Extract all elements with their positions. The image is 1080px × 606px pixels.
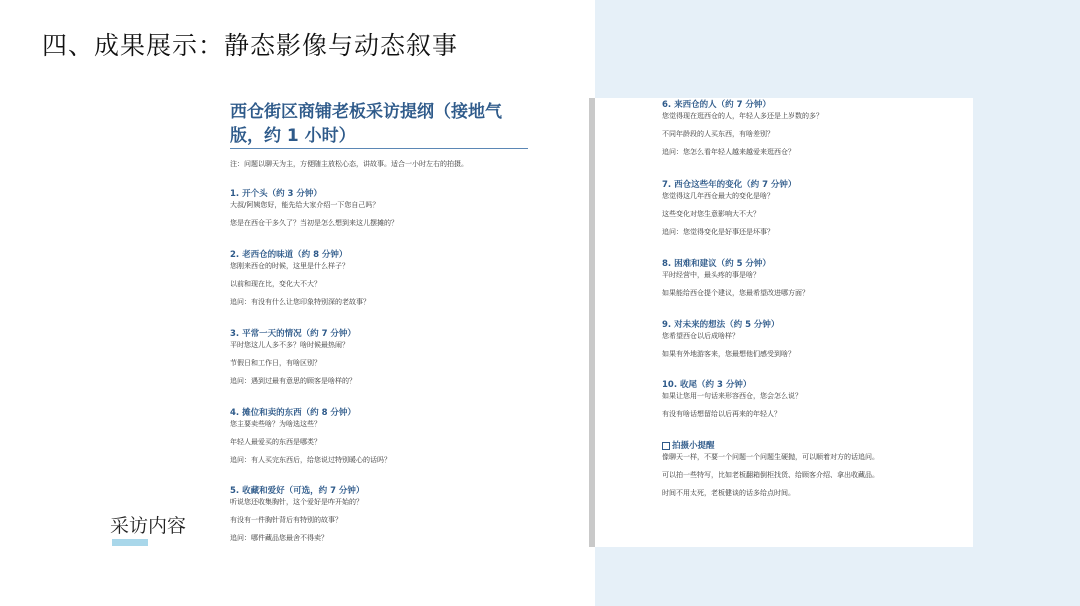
question: 有没有一件胸针背后有特别的故事？ [230,516,342,524]
question: 追问：有没有什么让您印象特别深的老故事？ [230,298,370,306]
question: 如果有外地游客来，您最想他们感受到啥？ [662,350,795,358]
shooting-tips-section [662,440,879,498]
document-page-right [595,98,973,547]
tip: 可以拍一些特写，比如老板翻箱倒柜找货、给顾客介绍、拿出收藏品。 [662,471,879,479]
question: 有没有啥话想留给以后再来的年轻人？ [662,410,781,418]
section-heading: 5. 收藏和爱好（可选，约 7 分钟） [230,486,365,496]
question: 如果让您用一句话来形容西仓，您会怎么说？ [662,392,802,400]
section-heading: 1. 开个头（约 3 分钟） [230,189,322,199]
question: 追问：您怎么看年轻人越来越爱来逛西仓？ [662,148,795,156]
section-1 [230,188,398,228]
caption-underline [112,539,148,546]
question: 您是在西仓干多久了？当初是怎么想到来这儿摆摊的？ [230,219,398,227]
document-note: 注：问题以聊天为主，方便随主放松心态，讲故事。适合一小时左右的拍摄。 [230,160,468,168]
question: 年轻人最爱买的东西是哪类？ [230,438,321,446]
title-divider [230,148,528,149]
section-4 [230,407,391,465]
section-heading: 6. 来西仓的人（约 7 分钟） [662,100,771,110]
tip: 像聊天一样，不要一个问题一个问题生硬抛，可以顺着对方的话追问。 [662,453,879,461]
caption-label: 采访内容 [110,515,187,537]
section-10 [662,379,802,419]
question: 追问：遇到过最有意思的顾客是啥样的？ [230,377,356,385]
question: 平时您这儿人多不多？啥时候最热闹？ [230,341,349,349]
checkbox-icon [662,442,670,450]
section-heading: 4. 摊位和卖的东西（约 8 分钟） [230,408,356,418]
question: 大叔/阿姨您好，能先给大家介绍一下您自己吗？ [230,201,380,209]
section-3 [230,328,356,386]
section-5 [230,485,364,543]
question: 不同年龄段的人买东西，有啥差别？ [662,130,774,138]
tips-heading: 拍摄小提醒 [672,441,715,451]
question: 您觉得现在逛西仓的人，年轻人多还是上岁数的多？ [662,112,823,120]
document-title: 西仓街区商铺老板采访提纲（接地气版，约 1 小时） [230,102,502,146]
question: 如果能给西仓提个建议，您最希望改进哪方面？ [662,289,809,297]
section-heading: 10. 收尾（约 3 分钟） [662,380,752,390]
section-heading: 3. 平常一天的情况（约 7 分钟） [230,329,356,339]
section-9 [662,319,795,359]
section-heading: 8. 困难和建议（约 5 分钟） [662,259,771,269]
document-page-left [222,98,542,553]
question: 您主要卖些啥？为啥选这些？ [230,420,321,428]
section-8 [662,258,809,298]
section-2 [230,249,370,307]
section-6 [662,99,823,157]
question: 追问：您觉得变化是好事还是坏事？ [662,228,774,236]
question: 您觉得这几年西仓最大的变化是啥？ [662,192,774,200]
question: 平时经营中，最头疼的事是啥？ [662,271,760,279]
question: 节假日和工作日，有啥区别？ [230,359,321,367]
question: 这些变化对您生意影响大不大？ [662,210,760,218]
question: 听说您还收集胸针，这个爱好是咋开始的？ [230,498,363,506]
section-heading: 9. 对未来的想法（约 5 分钟） [662,320,780,330]
section-heading: 7. 西仓这些年的变化（约 7 分钟） [662,180,797,190]
section-7 [662,179,796,237]
slide-title: 四、成果展示：静态影像与动态叙事 [42,31,459,60]
question: 您希望西仓以后成啥样？ [662,332,739,340]
question: 追问：哪件藏品您最舍不得卖？ [230,534,328,542]
question: 以前和现在比，变化大不大？ [230,280,321,288]
section-heading [662,440,879,452]
question: 您刚来西仓的时候，这里是什么样子？ [230,262,349,270]
section-heading: 2. 老西仓的味道（约 8 分钟） [230,250,348,260]
tip: 时间不用太死，老板健谈的话多给点时间。 [662,489,795,497]
question: 追问：有人买完东西后，给您说过特别暖心的话吗？ [230,456,391,464]
